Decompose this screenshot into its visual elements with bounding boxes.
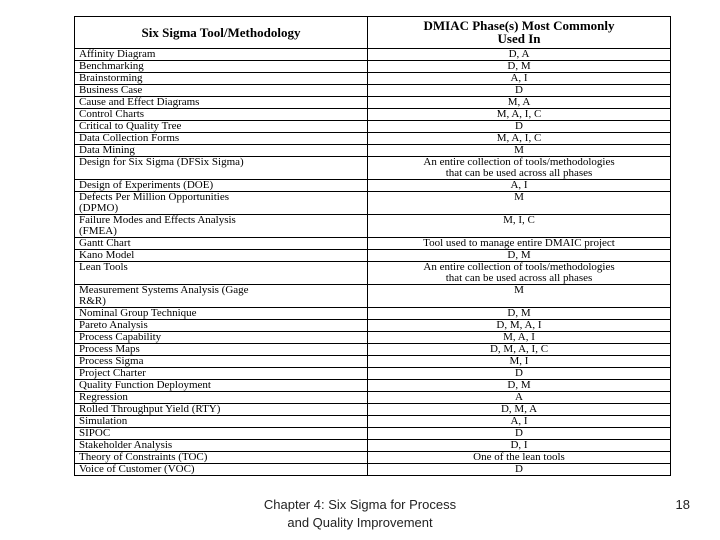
header-dmaic-phase-line2: Used In [497, 31, 541, 46]
tool-name: Defects Per Million Opportunities [79, 191, 230, 203]
phase-value: A, I [510, 72, 528, 84]
table-row [75, 392, 671, 404]
phase-value: D [515, 120, 523, 132]
table-row [75, 285, 671, 308]
phase-value-continued: that can be used across all phases [445, 167, 593, 179]
tool-name: Rolled Throughput Yield (RTY) [79, 403, 221, 415]
phase-value: Tool used to manage entire DMAIC project [423, 237, 615, 249]
tool-name: Regression [79, 391, 128, 403]
tool-cell [75, 157, 368, 180]
tool-cell [75, 145, 368, 157]
tool-cell [75, 133, 368, 145]
tool-cell [75, 97, 368, 109]
phase-cell [368, 192, 671, 215]
tool-cell [75, 380, 368, 392]
phase-cell [368, 344, 671, 356]
footer-caption-line2: and Quality Improvement [287, 515, 433, 530]
tool-name: Process Maps [79, 343, 140, 355]
tool-name: Stakeholder Analysis [79, 439, 173, 451]
tool-cell [75, 121, 368, 133]
phase-cell [368, 308, 671, 320]
tool-name: Benchmarking [79, 60, 144, 72]
phase-cell [368, 180, 671, 192]
table-row [75, 215, 671, 238]
phase-cell [368, 85, 671, 97]
phase-value: D, M [507, 60, 531, 72]
phase-value: M, A, I [503, 331, 535, 343]
table-row [75, 308, 671, 320]
table-row [75, 320, 671, 332]
tool-name: Data Collection Forms [79, 132, 180, 144]
tool-name: Process Sigma [79, 355, 144, 367]
table-row [75, 157, 671, 180]
table-row [75, 262, 671, 285]
phase-value: D, M, A, I [496, 319, 542, 331]
phase-value: D [515, 367, 523, 379]
tool-name-continued: (FMEA) [79, 225, 117, 237]
tool-cell [75, 452, 368, 464]
header-dmaic-phase-line1: DMIAC Phase(s) Most Commonly [423, 18, 615, 33]
tool-name: Control Charts [79, 108, 145, 120]
table-row [75, 73, 671, 85]
phase-value: An entire collection of tools/methodologies [423, 261, 615, 273]
phase-cell [368, 97, 671, 109]
tool-name: Project Charter [79, 367, 146, 379]
tool-name: Affinity Diagram [79, 48, 156, 60]
table-row [75, 180, 671, 192]
phase-cell [368, 320, 671, 332]
footer-caption [220, 496, 500, 532]
phase-cell [368, 464, 671, 476]
header-dmaic-phase [368, 17, 671, 49]
tool-cell [75, 332, 368, 344]
table-row [75, 368, 671, 380]
phase-value: D, M, A [500, 403, 538, 415]
tool-cell [75, 416, 368, 428]
phase-value: M [514, 144, 524, 156]
tool-name: Business Case [79, 84, 143, 96]
table-row [75, 332, 671, 344]
phase-cell [368, 404, 671, 416]
phase-cell [368, 121, 671, 133]
table-row [75, 464, 671, 476]
tool-cell [75, 61, 368, 73]
phase-value: M [514, 191, 524, 203]
phase-value: M, I, C [503, 214, 535, 226]
footer-caption-line1: Chapter 4: Six Sigma for Process [263, 497, 457, 512]
tool-name: Design of Experiments (DOE) [79, 179, 214, 191]
tool-cell [75, 109, 368, 121]
phase-value: D, A [508, 48, 530, 60]
phase-value: A, I [510, 179, 528, 191]
tool-cell [75, 285, 368, 308]
phase-cell [368, 215, 671, 238]
tool-name: Data Mining [79, 144, 135, 156]
tool-cell [75, 308, 368, 320]
tool-name: Kano Model [79, 249, 135, 261]
table-row [75, 61, 671, 73]
phase-cell [368, 238, 671, 250]
table-row [75, 109, 671, 121]
phase-value: M, A, I, C [496, 108, 542, 120]
tool-name-continued: R&R) [79, 295, 106, 307]
phase-value: D, M [507, 249, 531, 261]
table-row [75, 49, 671, 61]
phase-cell [368, 380, 671, 392]
tool-cell [75, 368, 368, 380]
tool-name: Brainstorming [79, 72, 143, 84]
table-header-row [75, 17, 671, 49]
tool-cell [75, 320, 368, 332]
tool-name: Failure Modes and Effects Analysis [79, 214, 236, 226]
six-sigma-tools-table-container [74, 16, 670, 476]
tool-cell [75, 192, 368, 215]
table-row [75, 121, 671, 133]
tool-name: Design for Six Sigma (DFSix Sigma) [79, 156, 244, 168]
phase-value: An entire collection of tools/methodologies [423, 156, 615, 168]
table-row [75, 85, 671, 97]
tool-name: Quality Function Deployment [79, 379, 211, 391]
phase-value: One of the lean tools [473, 451, 565, 463]
tool-cell [75, 440, 368, 452]
tool-name: Voice of Customer (VOC) [79, 463, 195, 475]
header-tool-methodology: Six Sigma Tool/Methodology [75, 17, 368, 49]
table-row [75, 238, 671, 250]
table-row [75, 133, 671, 145]
phase-cell [368, 440, 671, 452]
phase-value: D [515, 427, 523, 439]
tool-name: Simulation [79, 415, 128, 427]
phase-cell [368, 109, 671, 121]
tool-cell [75, 464, 368, 476]
tool-name: Gantt Chart [79, 237, 131, 249]
six-sigma-tools-table [74, 16, 671, 476]
phase-cell [368, 262, 671, 285]
tool-name: Pareto Analysis [79, 319, 148, 331]
tool-cell [75, 392, 368, 404]
table-row [75, 250, 671, 262]
table-row [75, 404, 671, 416]
table-row [75, 452, 671, 464]
tool-cell [75, 356, 368, 368]
phase-cell [368, 356, 671, 368]
phase-cell [368, 285, 671, 308]
tool-name: Critical to Quality Tree [79, 120, 182, 132]
phase-value: A, I [510, 415, 528, 427]
phase-cell [368, 416, 671, 428]
phase-cell [368, 73, 671, 85]
phase-cell [368, 250, 671, 262]
tool-name: Theory of Constraints (TOC) [79, 451, 208, 463]
tool-cell [75, 344, 368, 356]
tool-name: Lean Tools [79, 261, 128, 273]
phase-cell [368, 61, 671, 73]
table-row [75, 97, 671, 109]
table-body [75, 49, 671, 476]
tool-name-continued: (DPMO) [79, 202, 119, 214]
tool-name: SIPOC [79, 427, 111, 439]
phase-value: M, I [509, 355, 529, 367]
tool-cell [75, 238, 368, 250]
phase-value-continued: that can be used across all phases [445, 272, 593, 284]
table-row [75, 344, 671, 356]
phase-value: M, A, I, C [496, 132, 542, 144]
phase-cell [368, 452, 671, 464]
tool-cell [75, 73, 368, 85]
table-row [75, 380, 671, 392]
phase-cell [368, 332, 671, 344]
phase-cell [368, 428, 671, 440]
tool-cell [75, 404, 368, 416]
phase-cell [368, 145, 671, 157]
table-row [75, 428, 671, 440]
tool-name: Nominal Group Technique [79, 307, 197, 319]
tool-cell [75, 428, 368, 440]
tool-cell [75, 85, 368, 97]
tool-cell [75, 250, 368, 262]
phase-value: D, M, A, I, C [489, 343, 549, 355]
tool-cell [75, 180, 368, 192]
phase-value: D [515, 463, 523, 475]
phase-value: M, A [507, 96, 531, 108]
phase-cell [368, 49, 671, 61]
tool-name: Measurement Systems Analysis (Gage [79, 284, 249, 296]
phase-value: D, I [510, 439, 528, 451]
tool-name: Cause and Effect Diagrams [79, 96, 200, 108]
phase-value: D, M [507, 379, 531, 391]
phase-value: D, M [507, 307, 531, 319]
tool-cell [75, 262, 368, 285]
phase-cell [368, 133, 671, 145]
phase-value: M [514, 284, 524, 296]
phase-value: A [515, 391, 523, 403]
phase-cell [368, 368, 671, 380]
phase-value: D [515, 84, 523, 96]
phase-cell [368, 392, 671, 404]
table-row [75, 145, 671, 157]
phase-cell [368, 157, 671, 180]
tool-cell [75, 215, 368, 238]
table-row [75, 192, 671, 215]
table-row [75, 416, 671, 428]
page-number: 18 [675, 497, 690, 512]
tool-cell [75, 49, 368, 61]
table-row [75, 356, 671, 368]
table-row [75, 440, 671, 452]
tool-name: Process Capability [79, 331, 162, 343]
